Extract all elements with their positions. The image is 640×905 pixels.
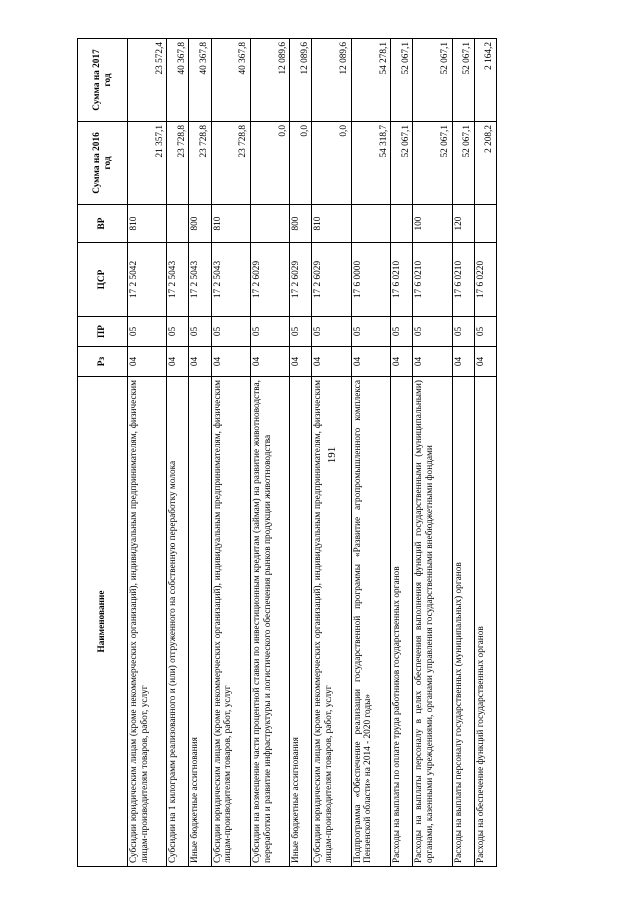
row-vr: 800 [189, 205, 211, 243]
row-vr: 120 [452, 205, 474, 243]
table-row [474, 39, 496, 867]
row-vr: 810 [128, 205, 167, 243]
row-csr: 17 2 6029 [312, 243, 351, 317]
row-sum-2017: 12 089,6 [312, 39, 351, 122]
table-row [413, 39, 452, 867]
header-pr: ПР [78, 317, 128, 347]
row-rz: 04 [312, 347, 351, 377]
header-name: Наименование [78, 377, 128, 867]
row-sum-2016: 0,0 [312, 122, 351, 205]
row-pr: 05 [452, 317, 474, 347]
row-sum-2017: 23 572,4 [128, 39, 167, 122]
row-rz: 04 [128, 347, 167, 377]
row-name: Иные бюджетные ассигнования [189, 377, 211, 867]
row-pr: 05 [189, 317, 211, 347]
row-pr: 05 [391, 317, 413, 347]
row-csr: 17 6 0210 [391, 243, 413, 317]
row-pr: 05 [413, 317, 452, 347]
row-pr: 05 [128, 317, 167, 347]
row-rz: 04 [290, 347, 312, 377]
row-pr: 05 [312, 317, 351, 347]
row-pr: 05 [167, 317, 189, 347]
row-csr: 17 2 5043 [189, 243, 211, 317]
row-vr [474, 205, 496, 243]
row-rz: 04 [413, 347, 452, 377]
row-sum-2016: 54 318,7 [351, 122, 390, 205]
row-pr: 05 [351, 317, 390, 347]
table-header-row [78, 39, 128, 867]
row-sum-2017: 12 089,6 [250, 39, 289, 122]
table-row [189, 39, 211, 867]
row-csr: 17 6 0220 [474, 243, 496, 317]
row-sum-2016: 21 357,1 [128, 122, 167, 205]
row-vr: 810 [211, 205, 250, 243]
row-pr: 05 [250, 317, 289, 347]
row-sum-2017: 52 067,1 [413, 39, 452, 122]
row-vr [391, 205, 413, 243]
row-sum-2017: 40 367,8 [189, 39, 211, 122]
table-row [250, 39, 289, 867]
row-csr: 17 6 0210 [452, 243, 474, 317]
row-sum-2017: 2 164,2 [474, 39, 496, 122]
row-name: Субсидии на 1 килограмм реализованного и (или) отгруженного на собственную переработку молока [167, 377, 189, 867]
row-name: Иные бюджетные ассигнования [290, 377, 312, 867]
row-name: Расходы на выплаты персоналу в целях обеспечения выполнения функций государственными (муниципальными) органами, казенными учреждениями, органами управления государственными внебюджетными фондами [413, 377, 452, 867]
row-csr: 17 2 5042 [128, 243, 167, 317]
table-row [452, 39, 474, 867]
row-sum-2016: 0,0 [290, 122, 312, 205]
row-rz: 04 [167, 347, 189, 377]
row-csr: 17 2 6029 [290, 243, 312, 317]
table-row [351, 39, 390, 867]
row-rz: 04 [189, 347, 211, 377]
table-row [211, 39, 250, 867]
row-vr [351, 205, 390, 243]
row-rz: 04 [351, 347, 390, 377]
row-sum-2016: 52 067,1 [391, 122, 413, 205]
row-rz: 04 [211, 347, 250, 377]
row-name: Расходы на обеспечение функций государственных органов [474, 377, 496, 867]
header-sum-2017: Сумма на 2017 год [78, 39, 128, 122]
row-csr: 17 2 6029 [250, 243, 289, 317]
row-rz: 04 [452, 347, 474, 377]
table-row [290, 39, 312, 867]
row-name: Субсидии юридическим лицам (кроме некоммерческих организаций), индивидуальным предпринимателям, физическим лицам-производителям товаров, работ, услуг [211, 377, 250, 867]
page-number: 191 [326, 446, 338, 464]
table-row [391, 39, 413, 867]
table-row [167, 39, 189, 867]
row-sum-2016: 52 067,1 [452, 122, 474, 205]
row-sum-2017: 12 089,6 [290, 39, 312, 122]
table-row [312, 39, 351, 867]
row-name: Расходы на выплаты персоналу государственных (муниципальных) органов [452, 377, 474, 867]
table-row [128, 39, 167, 867]
header-rz: Рз [78, 347, 128, 377]
row-sum-2016: 23 728,8 [167, 122, 189, 205]
row-vr: 100 [413, 205, 452, 243]
row-sum-2017: 54 278,1 [351, 39, 390, 122]
row-name: Подпрограмма «Обеспечение реализации государственной программы «Развитие агропромышленного комплекса Пензенской области» на 2014 - 2020 годы» [351, 377, 390, 867]
row-sum-2016: 2 208,2 [474, 122, 496, 205]
row-csr: 17 2 5043 [167, 243, 189, 317]
row-csr: 17 6 0000 [351, 243, 390, 317]
row-vr [250, 205, 289, 243]
row-sum-2016: 23 728,8 [189, 122, 211, 205]
row-name: Расходы на выплаты по оплате труда работников государственных органов [391, 377, 413, 867]
row-pr: 05 [290, 317, 312, 347]
row-sum-2016: 52 067,1 [413, 122, 452, 205]
row-sum-2017: 40 367,8 [167, 39, 189, 122]
header-csr: ЦСР [78, 243, 128, 317]
row-csr: 17 6 0210 [413, 243, 452, 317]
header-sum-2016: Сумма на 2016 год [78, 122, 128, 205]
row-vr [167, 205, 189, 243]
budget-table [77, 38, 497, 867]
row-rz: 04 [391, 347, 413, 377]
row-sum-2017: 52 067,1 [391, 39, 413, 122]
row-sum-2016: 0,0 [250, 122, 289, 205]
row-csr: 17 2 5043 [211, 243, 250, 317]
row-pr: 05 [211, 317, 250, 347]
row-sum-2017: 52 067,1 [452, 39, 474, 122]
row-sum-2016: 23 728,8 [211, 122, 250, 205]
row-name: Субсидии юридическим лицам (кроме некоммерческих организаций), индивидуальным предпринимателям, физическим лицам-производителям товаров, работ, услуг [128, 377, 167, 867]
row-rz: 04 [474, 347, 496, 377]
row-pr: 05 [474, 317, 496, 347]
row-name: Субсидии юридическим лицам (кроме некоммерческих организаций), индивидуальным предпринимателям, физическим лицам-производителям товаров, работ, услуг [312, 377, 351, 867]
row-rz: 04 [250, 347, 289, 377]
row-vr: 800 [290, 205, 312, 243]
header-vr: ВР [78, 205, 128, 243]
row-sum-2017: 40 367,8 [211, 39, 250, 122]
row-name: Субсидии на возмещение части процентной ставки по инвестиционным кредитам (займам) на развитие животноводства, переработки и развитие инфраструктуры и логистического обеспечения рынков продукции животноводства [250, 377, 289, 867]
row-vr: 810 [312, 205, 351, 243]
